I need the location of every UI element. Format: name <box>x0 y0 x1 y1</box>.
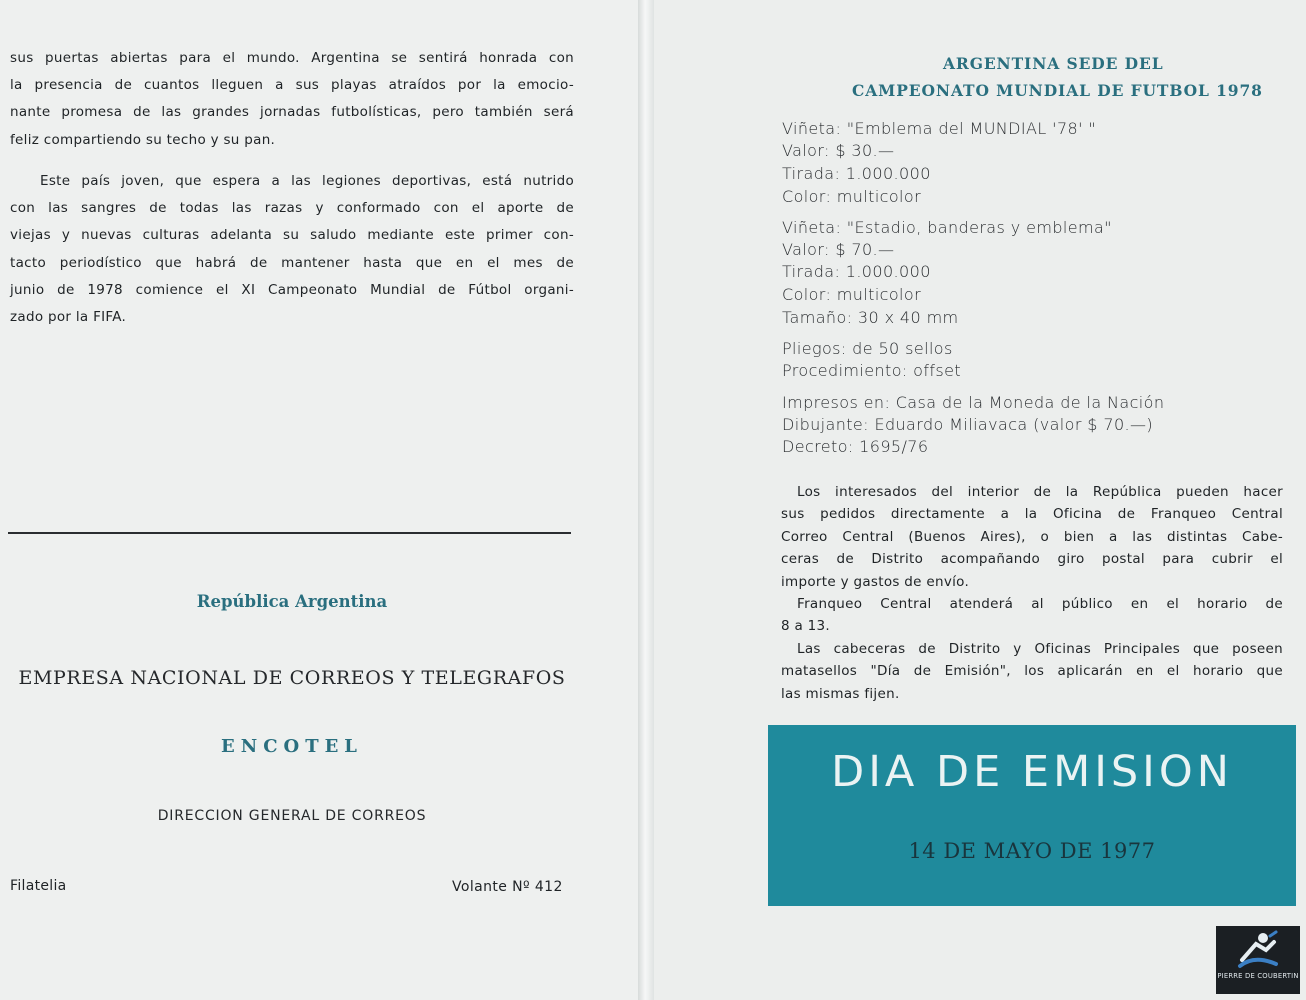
spec-line: Pliegos: de 50 sellos <box>782 339 953 358</box>
spec-line: Valor: $ 70.— <box>782 240 895 259</box>
center-fold <box>638 0 654 1000</box>
spec-line: Procedimiento: offset <box>782 361 962 380</box>
emision-date: 14 DE MAYO DE 1977 <box>908 839 1156 863</box>
text-line: zado por la FIFA. <box>10 308 127 325</box>
text-line: con las sangres de todas las razas y conformado con el aporte de <box>10 200 574 217</box>
text-line: importe y gastos de envío. <box>781 573 970 590</box>
volante-number: Volante Nº 412 <box>452 879 563 895</box>
spec-line: Impresos en: Casa de la Moneda de la Nación <box>782 393 1165 412</box>
spec-line: Decreto: 1695/76 <box>782 437 929 456</box>
info-paragraph-1 <box>781 481 1283 593</box>
text-line: junio de 1978 comience el XI Campeonato Mundial de Fútbol organi- <box>10 281 574 298</box>
text-line: sus pedidos directamente a la Oficina de Franqueo Central <box>781 506 1283 523</box>
direccion-line: DIRECCION GENERAL DE CORREOS <box>157 808 427 824</box>
dia-de-emision-box <box>768 725 1296 906</box>
spec-line: Color: multicolor <box>782 285 922 304</box>
text-line: las mismas fijen. <box>781 685 900 702</box>
coubertin-logo-icon <box>1236 930 1280 970</box>
spec-line: Viñeta: "Emblema del MUNDIAL '78' " <box>782 119 1097 138</box>
spec-line: Color: multicolor <box>782 187 922 206</box>
text-line: Franqueo Central atenderá al público en el horario de <box>797 596 1283 612</box>
text-line: nante promesa de las grandes jornadas futbolísticas, pero también será <box>10 104 574 121</box>
intro-paragraph-1 <box>10 45 574 154</box>
spec-line: Dibujante: Eduardo Miliavaca (valor $ 70.—) <box>782 415 1154 434</box>
title-line-1: ARGENTINA SEDE DEL <box>943 54 1164 73</box>
text-line: 8 a 13. <box>781 618 831 635</box>
filatelia-label: Filatelia <box>10 878 67 894</box>
info-paragraph-3 <box>781 638 1283 705</box>
company-name: EMPRESA NACIONAL DE CORREOS Y TELEGRAFOS <box>18 667 566 689</box>
watermark-text: PIERRE DE COUBERTIN <box>1217 972 1299 980</box>
text-line: matasellos "Día de Emisión", los aplicarán en el horario que <box>781 663 1283 680</box>
text-line: viejas y nuevas culturas adelanta su saludo mediante este primer con- <box>10 227 574 244</box>
republic-heading: República Argentina <box>196 592 388 611</box>
spec-line: Valor: $ 30.— <box>782 141 895 160</box>
text-line: Este país joven, que espera a las legiones deportivas, está nutrido <box>40 173 574 189</box>
info-paragraph-2 <box>781 593 1283 638</box>
intro-paragraph-2 <box>10 168 574 331</box>
text-line: tacto periodístico que habrá de mantener hasta que en el mes de <box>10 254 574 271</box>
emision-title: DIA DE EMISION <box>831 747 1233 797</box>
spec-line: Viñeta: "Estadio, banderas y emblema" <box>782 218 1112 237</box>
text-line: la presencia de cuantos lleguen a sus playas atraídos por la emocio- <box>10 77 574 94</box>
text-line: Los interesados del interior de la República pueden hacer <box>797 484 1283 500</box>
text-line: Las cabeceras de Distrito y Oficinas Principales que poseen <box>797 641 1283 657</box>
divider-rule <box>8 532 571 534</box>
watermark-logo <box>1216 926 1300 994</box>
spec-line: Tamaño: 30 x 40 mm <box>782 308 959 327</box>
text-line: ceras de Distrito acompañando giro postal para cubrir el <box>781 551 1283 568</box>
spec-line: Tirada: 1.000.000 <box>782 164 931 183</box>
text-line: feliz compartiendo su techo y su pan. <box>10 131 276 148</box>
encotel-heading: ENCOTEL <box>221 736 363 757</box>
title-line-2: CAMPEONATO MUNDIAL DE FUTBOL 1978 <box>852 81 1263 100</box>
text-line: sus puertas abiertas para el mundo. Argentina se sentirá honrada con <box>10 50 574 66</box>
spec-line: Tirada: 1.000.000 <box>782 262 931 281</box>
text-line: Correo Central (Buenos Aires), o bien a las distintas Cabe- <box>781 528 1283 545</box>
